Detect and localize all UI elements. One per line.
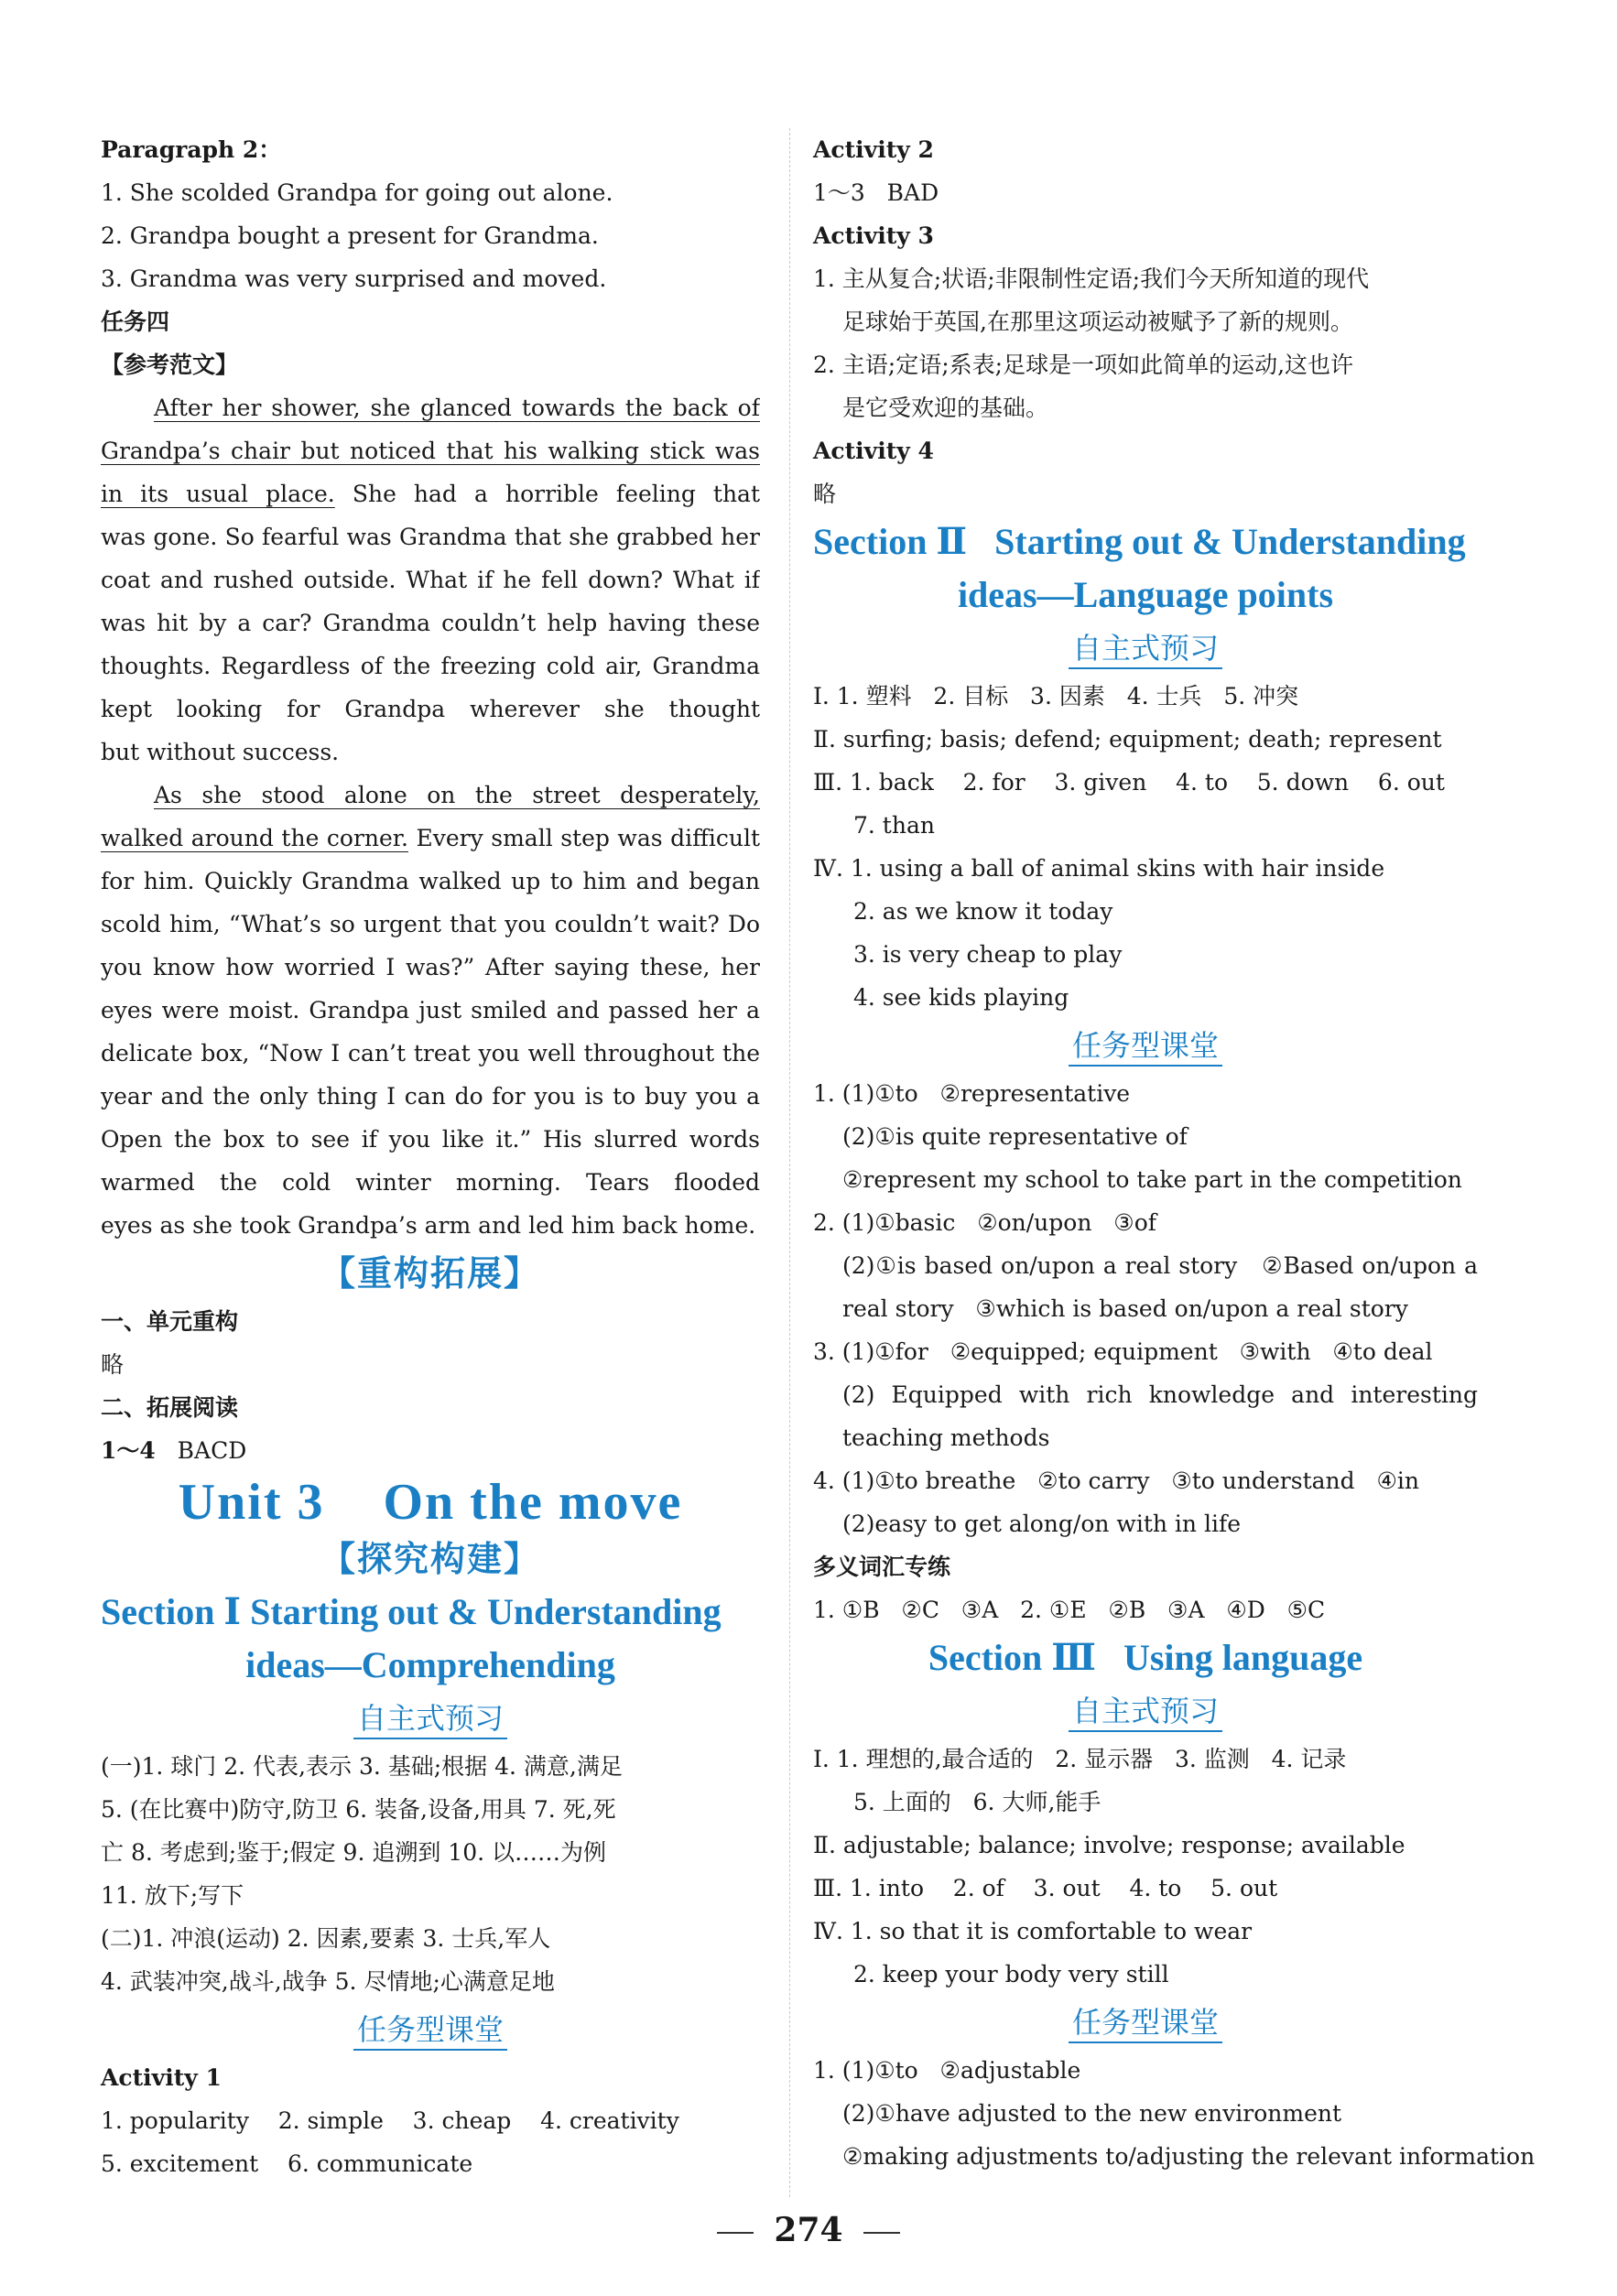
task-line: 2. (1)①basic ②on/upon ③of (813, 1209, 1156, 1236)
task-line: (2)①have adjusted to the new environment (842, 2100, 1342, 2127)
preview-line: Ⅳ. 1. so that it is comfortable to wear (813, 1918, 1253, 1944)
section-1-title: Section Ⅰ Starting out & Understanding (101, 1591, 722, 1632)
preview-line: Ⅲ. 1. back 2. for 3. given 4. to 5. down 6. out (813, 769, 1445, 796)
essay-line: year and the only thing I can do for you is to buy you a (101, 1083, 760, 1110)
essay-line: Open the box to see if you like it.” His slurred words (101, 1126, 760, 1153)
vocab-line: 4. 武装冲突,战斗,战争 5. 尽情地;心满意足地 (101, 1968, 555, 1995)
vocab-line: 11. 放下;写下 (101, 1882, 244, 1909)
left-column (101, 128, 760, 2185)
activity-2-heading: Activity 2 (813, 136, 934, 163)
section-2-subtitle: ideas—Language points (957, 574, 1334, 615)
explore-title: 【探究构建】 (320, 1539, 540, 1579)
preview-line: Ⅲ. 1. into 2. of 3. out 4. to 5. out (813, 1875, 1278, 1901)
essay-line: walked around the corner. Every small step was difficult (101, 825, 760, 851)
vocab-line: (一)1. 球门 2. 代表,表示 3. 基础;根据 4. 满意,满足 (101, 1753, 623, 1780)
list-item: 3. Grandma was very surprised and moved. (101, 265, 607, 292)
paragraph-2-heading: Paragraph 2： (101, 136, 282, 163)
section-2-title: Section Ⅱ Starting out & Understanding (813, 521, 1466, 562)
section-1-subtitle: ideas—Comprehending (245, 1644, 615, 1685)
essay-line: eyes were moist. Grandpa just smiled and passed her a (101, 997, 760, 1023)
footer-dash (863, 2232, 900, 2234)
activity-4-heading: Activity 4 (813, 438, 934, 464)
task-line: (2)easy to get along/on with in life (842, 1511, 1241, 1537)
unit-rebuild-heading: 一、单元重构 (101, 1308, 239, 1335)
activity-4-answer: 略 (813, 481, 837, 507)
activity-3-line: 2. 主语;定语;系表;足球是一项如此简单的运动,这也许 (813, 352, 1354, 378)
essay-paragraph-2 (101, 774, 760, 1247)
task-class-heading: 任务型课堂 (813, 1996, 1478, 2049)
task-line: (2)①is based on/upon a real story ②Based on/upon a (842, 1252, 1478, 1279)
task-line: real story ③which is based on/upon a real story (842, 1295, 1408, 1322)
right-column (813, 128, 1536, 2178)
essay-line: scold him, “What’s so urgent that you couldn’t wait? Do (101, 911, 760, 937)
preview-line: 2. as we know it today (853, 898, 1113, 925)
task-line: ②represent my school to take part in the competition (842, 1166, 1462, 1193)
essay-paragraph-1 (101, 386, 760, 774)
essay-line: warmed the cold winter morning. Tears flooded (101, 1169, 760, 1196)
essay-line: delicate box, “Now I can’t treat you well throughout the (101, 1040, 760, 1067)
list-item: 1. She scolded Grandpa for going out alone. (101, 179, 613, 206)
preview-line: Ⅰ. 1. 塑料 2. 目标 3. 因素 4. 士兵 5. 冲突 (813, 683, 1299, 709)
vocab-line: 亡 8. 考虑到;鉴于;假定 9. 追溯到 10. 以……为例 (101, 1839, 606, 1866)
polysemy-heading: 多义词汇专练 (813, 1554, 951, 1580)
page-number: 274 (774, 2211, 843, 2249)
preview-line: Ⅱ. surfing; basis; defend; equipment; death; represent (813, 726, 1442, 753)
task-line: (2)①is quite representative of (842, 1123, 1188, 1150)
self-preview-heading: 自主式预习 (813, 1684, 1478, 1738)
preview-line: 4. see kids playing (853, 984, 1069, 1011)
task-four-heading: 任务四 (101, 309, 170, 335)
preview-line: 5. 上面的 6. 大师,能手 (853, 1789, 1102, 1815)
preview-line: Ⅱ. adjustable; balance; involve; response; available (813, 1832, 1405, 1858)
task-line: (2) Equipped with rich knowledge and interesting (842, 1381, 1478, 1408)
activity-1-heading: Activity 1 (101, 2064, 222, 2091)
preview-line: 3. is very cheap to play (853, 941, 1123, 968)
section-3-title: Section Ⅲ Using language (928, 1637, 1363, 1678)
page-footer (0, 2211, 1617, 2249)
unit-rebuild-answer: 略 (101, 1351, 125, 1378)
task-line: ②making adjustments to/adjusting the relevant information (842, 2143, 1536, 2170)
unit-title: Unit 3 On the move (178, 1474, 683, 1531)
essay-line: As she stood alone on the street desperately, (154, 782, 760, 808)
essay-line: in its usual place. She had a horrible feeling that (101, 481, 760, 507)
activity-1-answer: 5. excitement 6. communicate (101, 2150, 473, 2177)
activity-3-line: 足球始于英国,在那里这项运动被赋予了新的规则。 (842, 309, 1353, 335)
essay-line: kept looking for Grandpa wherever she thought (101, 696, 760, 722)
task-line: teaching methods (842, 1424, 1050, 1451)
task-line: 3. (1)①for ②equipped; equipment ③with ④to deal (813, 1338, 1433, 1365)
extended-reading-answer: 1～4 BACD (101, 1437, 247, 1464)
activity-3-heading: Activity 3 (813, 222, 934, 249)
sample-essay-heading: 【参考范文】 (101, 352, 239, 378)
essay-line: Grandpa’s chair but noticed that his walking stick was (101, 438, 760, 464)
essay-line: was gone. So fearful was Grandma that she grabbed her (101, 524, 760, 550)
essay-line: you know how worried I was?” After saying these, her (101, 954, 760, 980)
polysemy-answer: 1. ①B ②C ③A 2. ①E ②B ③A ④D ⑤C (813, 1597, 1326, 1623)
task-class-heading: 任务型课堂 (813, 1019, 1478, 1072)
activity-1-answer: 1. popularity 2. simple 3. cheap 4. creativity (101, 2107, 679, 2134)
column-divider (789, 128, 791, 2197)
vocab-line: (二)1. 冲浪(运动) 2. 因素,要素 3. 士兵,军人 (101, 1925, 551, 1952)
preview-line: Ⅳ. 1. using a ball of animal skins with hair inside (813, 855, 1385, 882)
rebuild-extension-title: 【重构拓展】 (320, 1253, 540, 1294)
essay-line: for him. Quickly Grandma walked up to him and began (101, 868, 760, 894)
activity-3-line: 是它受欢迎的基础。 (842, 395, 1049, 421)
essay-line: was hit by a car? Grandma couldn’t help having these (101, 610, 760, 636)
task-line: 1. (1)①to ②representative (813, 1080, 1131, 1107)
task-class-heading: 任务型课堂 (101, 2003, 760, 2056)
essay-line: After her shower, she glanced towards the back of (154, 395, 760, 421)
activity-3-line: 1. 主从复合;状语;非限制性定语;我们今天所知道的现代 (813, 265, 1370, 292)
self-preview-heading: 自主式预习 (101, 1692, 760, 1745)
self-preview-heading: 自主式预习 (813, 622, 1478, 675)
vocab-line: 5. (在比赛中)防守,防卫 6. 装备,设备,用具 7. 死,死 (101, 1796, 616, 1823)
activity-2-answer: 1～3 BAD (813, 179, 939, 206)
list-item: 2. Grandpa bought a present for Grandma. (101, 222, 599, 249)
essay-line: eyes as she took Grandpa’s arm and led him back home. (101, 1212, 756, 1239)
preview-line: Ⅰ. 1. 理想的,最合适的 2. 显示器 3. 监测 4. 记录 (813, 1746, 1347, 1772)
task-line: 4. (1)①to breathe ②to carry ③to understand ④in (813, 1467, 1419, 1494)
essay-line: but without success. (101, 739, 340, 765)
essay-line: thoughts. Regardless of the freezing cold air, Grandma (101, 653, 760, 679)
preview-line: 2. keep your body very still (853, 1961, 1169, 1987)
footer-dash (717, 2232, 754, 2234)
essay-line: coat and rushed outside. What if he fell down? What if (101, 567, 760, 593)
extended-reading-heading: 二、拓展阅读 (101, 1394, 239, 1421)
preview-line: 7. than (853, 812, 935, 839)
task-line: 1. (1)①to ②adjustable (813, 2057, 1081, 2084)
